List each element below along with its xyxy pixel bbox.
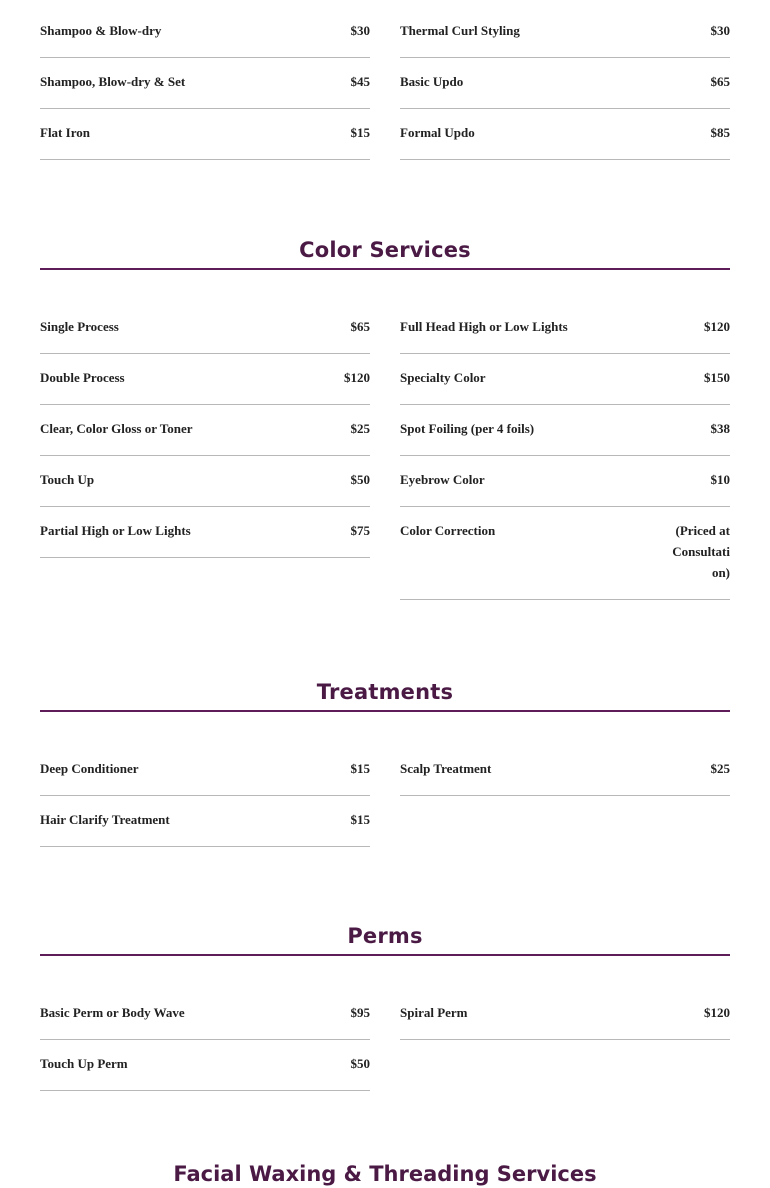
menu-item [400,507,730,600]
menu-item-price: $85 [710,125,730,140]
menu-item-price: (Priced at Consultation) [672,523,730,580]
menu-item [40,405,370,456]
color-left-column [40,303,370,558]
menu-item-name: Touch Up [40,472,95,487]
menu-item [40,354,370,405]
menu-item-price: $45 [350,74,370,89]
menu-item [40,109,370,160]
menu-item-price: $10 [710,472,730,487]
menu-item-name: Full Head High or Low Lights [400,319,568,334]
menu-item [400,989,730,1040]
menu-item [40,796,370,847]
section-divider [40,268,730,270]
color-right-column [400,303,730,600]
menu-item [400,405,730,456]
styling-right-column [400,7,730,160]
menu-item-name: Hair Clarify Treatment [40,812,170,827]
menu-item-price: $75 [350,523,370,538]
next-section-title: Facial Waxing & Threading Services [173,1162,597,1186]
menu-item [40,456,370,507]
perms-left-column [40,989,370,1091]
menu-item-price: $65 [710,74,730,89]
menu-item-price: $15 [350,125,370,140]
menu-item [400,109,730,160]
treatments-right-column [400,745,730,796]
menu-item-name: Single Process [40,319,119,334]
menu-item [400,745,730,796]
menu-item-price: $95 [350,1005,370,1020]
perms-right-column [400,989,730,1040]
menu-item-price: $25 [710,761,730,776]
menu-item-price: $50 [350,1056,370,1071]
menu-item [400,7,730,58]
section-title: Perms [347,924,423,948]
menu-item-name: Spot Foiling (per 4 foils) [400,421,535,436]
menu-item-name: Clear, Color Gloss or Toner [40,421,193,436]
menu-item-name: Touch Up Perm [40,1056,128,1071]
menu-item [400,456,730,507]
menu-item [40,7,370,58]
menu-item-price: $65 [350,319,370,334]
menu-item-name: Formal Updo [400,125,475,140]
menu-item [40,303,370,354]
menu-item-name: Shampoo, Blow-dry & Set [40,74,186,89]
menu-item [40,1040,370,1091]
menu-item-name: Basic Perm or Body Wave [40,1005,185,1020]
menu-item-name: Color Correction [400,523,496,538]
menu-item-price: $30 [350,23,370,38]
section-title: Treatments [316,680,454,704]
menu-item [40,58,370,109]
menu-item [400,303,730,354]
menu-item-name: Partial High or Low Lights [40,523,191,538]
menu-item-price: $120 [704,1005,730,1020]
menu-item [400,58,730,109]
menu-item-price: $15 [350,761,370,776]
menu-item-name: Specialty Color [400,370,486,385]
menu-item [400,354,730,405]
section-divider [40,710,730,712]
treatments-left-column [40,745,370,847]
menu-item-name: Shampoo & Blow-dry [40,23,162,38]
menu-item-name: Double Process [40,370,125,385]
menu-item-name: Deep Conditioner [40,761,139,776]
section-divider [40,954,730,956]
menu-item-price: $15 [350,812,370,827]
menu-item-name: Spiral Perm [400,1005,468,1020]
menu-item-name: Eyebrow Color [400,472,485,487]
section-title: Color Services [299,238,471,262]
menu-item-price: $38 [710,421,730,436]
menu-item-price: $25 [350,421,370,436]
menu-item [40,989,370,1040]
menu-item-name: Thermal Curl Styling [400,23,520,38]
styling-left-column [40,7,370,160]
menu-item [40,745,370,796]
treatments-header [40,678,730,712]
menu-item-price: $120 [344,370,370,385]
menu-item-price: $120 [704,319,730,334]
menu-item-name: Flat Iron [40,125,90,140]
menu-item-price: $50 [350,472,370,487]
menu-item [40,507,370,558]
menu-item-price: $30 [710,23,730,38]
menu-item-price: $150 [704,370,730,385]
menu-item-name: Scalp Treatment [400,761,492,776]
color-services-header [40,236,730,270]
perms-header [40,922,730,956]
menu-item-name: Basic Updo [400,74,464,89]
